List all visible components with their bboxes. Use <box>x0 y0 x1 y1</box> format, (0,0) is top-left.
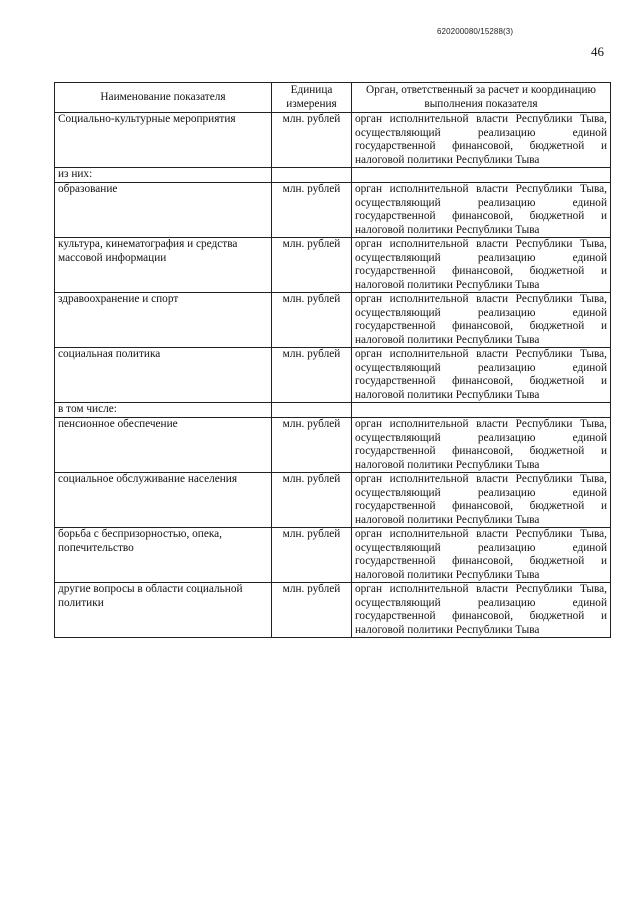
table-row <box>55 418 611 473</box>
column-header-organ: Орган, ответственный за расчет и координацию выполнения показателя <box>352 83 611 113</box>
column-header-unit: Единица измерения <box>272 83 352 113</box>
indicator-name: социальное обслуживание населения <box>55 473 272 528</box>
table-row <box>55 583 611 638</box>
indicator-unit: млн. рублей <box>272 528 352 583</box>
table-header-row <box>55 83 611 113</box>
indicator-unit: млн. рублей <box>272 348 352 403</box>
indicator-name: образование <box>55 183 272 238</box>
empty-cell <box>272 403 352 418</box>
empty-cell <box>352 168 611 183</box>
indicator-unit: млн. рублей <box>272 183 352 238</box>
responsible-organ: орган исполнительной власти Республики Тыва, осуществляющий реализацию единой государственной финансовой, бюджетной и налоговой политики Республики Тыва <box>352 293 611 348</box>
indicator-unit: млн. рублей <box>272 238 352 293</box>
table-row <box>55 238 611 293</box>
indicator-name: Социально-культурные мероприятия <box>55 113 272 168</box>
column-header-indicator: Наименование показателя <box>55 83 272 113</box>
document-code: 620200080/15288(3) <box>437 27 514 36</box>
responsible-organ: орган исполнительной власти Республики Тыва, осуществляющий реализацию единой государственной финансовой, бюджетной и налоговой политики Республики Тыва <box>352 528 611 583</box>
subheading-label: в том числе: <box>55 403 272 418</box>
table-row-subheading <box>55 168 611 183</box>
indicator-unit: млн. рублей <box>272 418 352 473</box>
indicator-name: здравоохранение и спорт <box>55 293 272 348</box>
table-row <box>55 113 611 168</box>
table-row <box>55 528 611 583</box>
table-row-subheading <box>55 403 611 418</box>
table-row <box>55 293 611 348</box>
table-row <box>55 473 611 528</box>
indicator-unit: млн. рублей <box>272 473 352 528</box>
table-row <box>55 348 611 403</box>
subheading-label: из них: <box>55 168 272 183</box>
responsible-organ: орган исполнительной власти Республики Тыва, осуществляющий реализацию единой государственной финансовой, бюджетной и налоговой политики Республики Тыва <box>352 418 611 473</box>
indicator-name: социальная политика <box>55 348 272 403</box>
indicator-unit: млн. рублей <box>272 113 352 168</box>
indicator-name: другие вопросы в области социальной политики <box>55 583 272 638</box>
responsible-organ: орган исполнительной власти Республики Тыва, осуществляющий реализацию единой государственной финансовой, бюджетной и налоговой политики Республики Тыва <box>352 113 611 168</box>
indicator-name: пенсионное обеспечение <box>55 418 272 473</box>
indicator-unit: млн. рублей <box>272 583 352 638</box>
empty-cell <box>352 403 611 418</box>
indicator-name: борьба с беспризорностью, опека, попечительство <box>55 528 272 583</box>
page-number: 46 <box>591 44 604 59</box>
indicators-table <box>54 82 611 638</box>
indicator-unit: млн. рублей <box>272 293 352 348</box>
responsible-organ: орган исполнительной власти Республики Тыва, осуществляющий реализацию единой государственной финансовой, бюджетной и налоговой политики Республики Тыва <box>352 183 611 238</box>
empty-cell <box>272 168 352 183</box>
indicator-name: культура, кинематография и средства массовой информации <box>55 238 272 293</box>
responsible-organ: орган исполнительной власти Республики Тыва, осуществляющий реализацию единой государственной финансовой, бюджетной и налоговой политики Республики Тыва <box>352 238 611 293</box>
responsible-organ: орган исполнительной власти Республики Тыва, осуществляющий реализацию единой государственной финансовой, бюджетной и налоговой политики Республики Тыва <box>352 473 611 528</box>
responsible-organ: орган исполнительной власти Республики Тыва, осуществляющий реализацию единой государственной финансовой, бюджетной и налоговой политики Республики Тыва <box>352 583 611 638</box>
table-row <box>55 183 611 238</box>
responsible-organ: орган исполнительной власти Республики Тыва, осуществляющий реализацию единой государственной финансовой, бюджетной и налоговой политики Республики Тыва <box>352 348 611 403</box>
